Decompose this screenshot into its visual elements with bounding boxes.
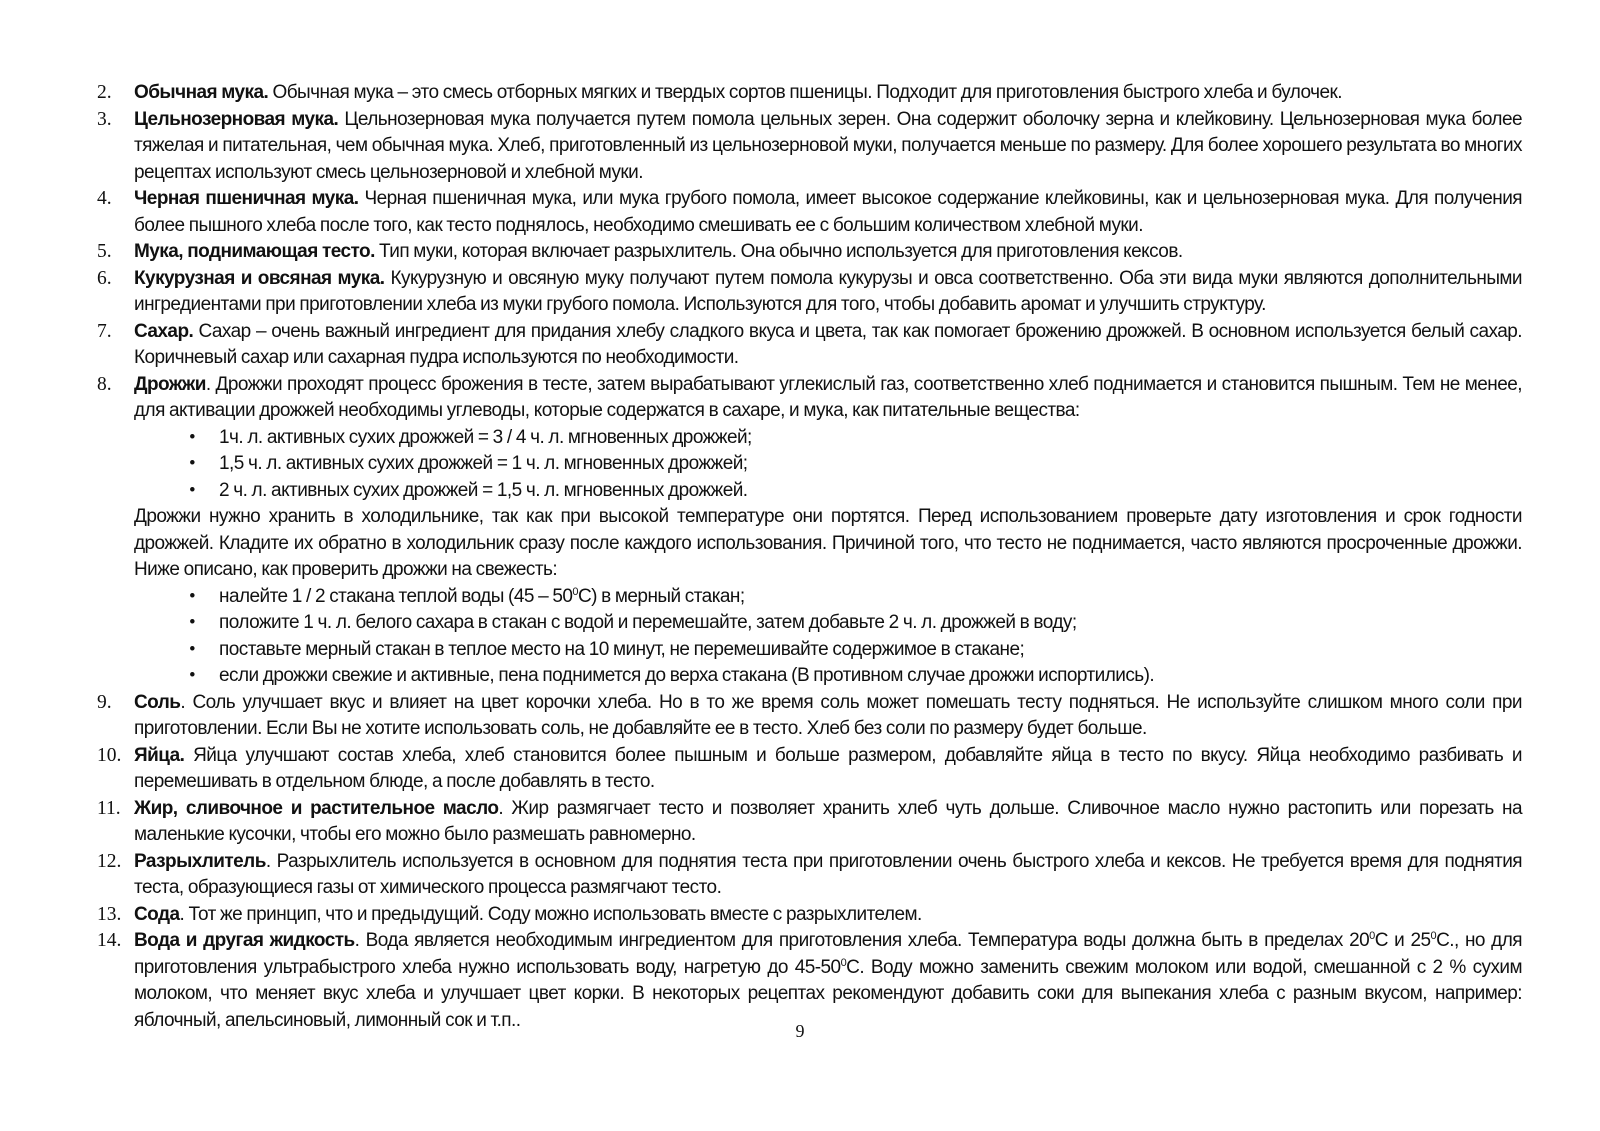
item-text: Черная пшеничная мука, или мука грубого помола, имеет высокое содержание клейковины, как и цельнозерновая мука. Для получения более пышного хлеба после того, как тесто поднялось, необходимо смешивать ее с большим количеством хлебной муки. xyxy=(134,188,1522,236)
ingredient-list-part2 xyxy=(97,690,1522,929)
item-number: 2. xyxy=(97,82,112,103)
list-item xyxy=(97,266,1522,319)
item-number: 10. xyxy=(97,744,122,766)
item-text: Сахар – очень важный ингредиент для придания хлебу сладкого вкуса и цвета, так как помогает брожению дрожжей. В основном используется белый сахар. Коричневый сахар или сахарная пудра используются по необходимости. xyxy=(134,320,1522,368)
item-title: Вода и другая жидкость xyxy=(134,930,355,951)
bullet-item: • 1ч. л. активных сухих дрожжей = 3 / 4 ч. л. мгновенных дрожжей; xyxy=(219,425,1522,452)
list-item xyxy=(97,80,1522,107)
list-item xyxy=(97,849,1522,902)
list-item-yeast xyxy=(97,372,1522,690)
item-title: Соль xyxy=(134,691,181,713)
item-text: Кукурузную и овсяную муку получают путем помола кукурузы и овса соответственно. Оба эти вида муки являются дополнительными ингредиентами при приготовлении хлеба из муки грубого помола. Используются для того, чтобы добавить аромат и улучшить структуру. xyxy=(134,267,1522,315)
item-title: Обычная мука. xyxy=(134,82,269,103)
item-text: . Тот же принцип, что и предыдущий. Соду можно использовать вместе с разрыхлителем. xyxy=(179,903,922,925)
bullet-item: • налейте 1 / 2 стакана теплой воды $(45 - 50^0С)$ в мерный стакан; xyxy=(219,584,1522,611)
item-text: . Жир размягчает тесто и позволяет хранить хлеб чуть дольше. Сливочное масло нужно растопить или порезать на маленькие кусочки, чтобы его можно было размешать равномерно. xyxy=(134,797,1522,845)
item-number: 6. xyxy=(97,267,112,289)
bullet-item: • положите 1 ч. л. белого сахара в стакан с водой и перемешайте, затем добавьте 2 ч. л. дрожжей в воду; xyxy=(219,610,1522,637)
list-item xyxy=(97,186,1522,239)
item-title: Сахар. xyxy=(134,320,194,342)
yeast-test-list xyxy=(134,584,1522,690)
item-number: 5. xyxy=(97,241,112,262)
document-page xyxy=(97,80,1522,1034)
item-title: Черная пшеничная мука. xyxy=(134,188,359,209)
bullet-icon: • xyxy=(189,479,196,501)
item-number: 4. xyxy=(97,188,112,209)
item-title: Разрыхлитель xyxy=(134,850,266,872)
bullet-icon: • xyxy=(189,453,196,474)
item-number: 14. xyxy=(97,930,122,951)
list-item xyxy=(97,239,1522,266)
yeast-storage-paragraph: Дрожжи нужно хранить в холодильнике, так как при высокой температуре они портятся. Перед использованием проверьте дату изготовления и срок годности дрожжей. Кладите их обратно в холодильник сразу после каждого использования. Причиной того, что тесто не поднимается, часто являются просроченные дрожжи. Ниже описано, как проверить дрожжи на свежесть: xyxy=(134,506,1522,580)
list-item xyxy=(97,796,1522,849)
item-title: Мука, поднимающая тесто. xyxy=(134,241,375,262)
item-number: 11. xyxy=(97,797,121,819)
item-text: Обычная мука – это смесь отборных мягких и твердых сортов пшеницы. Подходит для приготовления быстрого хлеба и булочек. xyxy=(268,82,1342,103)
item-title: Кукурузная и овсяная мука. xyxy=(134,267,385,289)
item-number: 7. xyxy=(97,320,112,342)
page-number: 9 xyxy=(795,1021,805,1041)
list-item xyxy=(97,743,1522,796)
bullet-icon: • xyxy=(189,426,196,448)
bullet-item: • 1,5 ч. л. активных сухих дрожжей = 1 ч. л. мгновенных дрожжей; xyxy=(219,451,1522,478)
item-number: 9. xyxy=(97,691,112,713)
bullet-icon: • xyxy=(189,585,196,607)
bullet-icon: • xyxy=(189,665,196,686)
item-title: Дрожжи xyxy=(134,373,206,395)
item-text: . Дрожжи проходят процесс брожения в тесте, затем вырабатывают углекислый газ, соответственно хлеб поднимается и становится пышным. Тем не менее, для активации дрожжей необходимы углеводы, которые содержатся в сахаре, и мука, как питательные вещества: xyxy=(134,373,1522,421)
list-item-water: 14. Вода и другая жидкость. Вода является необходимым ингредиентом для приготовления хлеба. Температура воды должна быть в пределах $20^0С$ и $25^0С$., но для приготовления ультрабыстрого хлеба нужно использовать воду, нагретую до $45-50^0С$. Воду можно заменить свежим молоком или водой, смешанной с 2 % сухим молоком, что меняет вкус хлеба и улучшает цвет корки. В некоторых рецептах рекомендуют добавить соки для выпекания хлеба с разным вкусом, например: яблочный, апельсиновый, лимонный сок и т.п.. xyxy=(97,930,1522,1031)
item-title: Цельнозерновая мука. xyxy=(134,108,339,130)
item-title: Сода xyxy=(134,903,180,925)
bullet-icon: • xyxy=(189,612,196,633)
list-item xyxy=(97,690,1522,743)
item-number: 8. xyxy=(97,373,112,395)
item-text: . Разрыхлитель используется в основном для поднятия теста при приготовлении очень быстрого хлеба и кексов. Не требуется время для поднятия теста, образующиеся газы от химического процесса размягчают тесто. xyxy=(134,850,1522,898)
list-item xyxy=(97,902,1522,929)
bullet-icon: • xyxy=(189,638,196,660)
item-text: . Соль улучшает вкус и влияет на цвет корочки хлеба. Но в то же время соль может помешать тесту подняться. Не используйте слишком много соли при приготовлении. Если Вы не хотите использовать соль, не добавляйте ее в тесто. Хлеб без соли по размеру будет больше. xyxy=(134,691,1522,739)
item-text: Тип муки, которая включает разрыхлитель. Она обычно используется для приготовления кексов. xyxy=(374,241,1183,262)
item-title: Жир, сливочное и растительное масло xyxy=(134,797,499,819)
list-item xyxy=(97,319,1522,372)
item-text: Яйца улучшают состав хлеба, хлеб становится более пышным и больше размером, добавляйте яйца в тесто по вкусу. Яйца необходимо разбивать и перемешивать в отдельном блюде, а после добавлять в тесто. xyxy=(134,744,1522,792)
item-number: 3. xyxy=(97,108,112,130)
yeast-ratio-list xyxy=(134,425,1522,505)
bullet-item: • если дрожжи свежие и активные, пена поднимется до верха стакана (В противном случае дрожжи испортились). xyxy=(219,663,1522,690)
bullet-item: • поставьте мерный стакан в теплое место на 10 минут, не перемешивайте содержимое в стакане; xyxy=(219,637,1522,664)
ingredient-list-part1 xyxy=(97,80,1522,372)
list-item xyxy=(97,107,1522,187)
bullet-item: • 2 ч. л. активных сухих дрожжей = 1,5 ч. л. мгновенных дрожжей. xyxy=(219,478,1522,505)
item-number: 13. xyxy=(97,903,122,925)
item-title: Яйца. xyxy=(134,744,185,766)
item-text: Цельнозерновая мука получается путем помола цельных зерен. Она содержит оболочку зерна и клейковину. Цельнозерновая мука более тяжелая и питательная, чем обычная мука. Хлеб, приготовленный из цельнозерновой муки, получается меньше по размеру. Для более хорошего результата во многих рецептах используют смесь цельнозерновой и хлебной муки. xyxy=(134,108,1522,183)
item-number: 12. xyxy=(97,850,122,872)
